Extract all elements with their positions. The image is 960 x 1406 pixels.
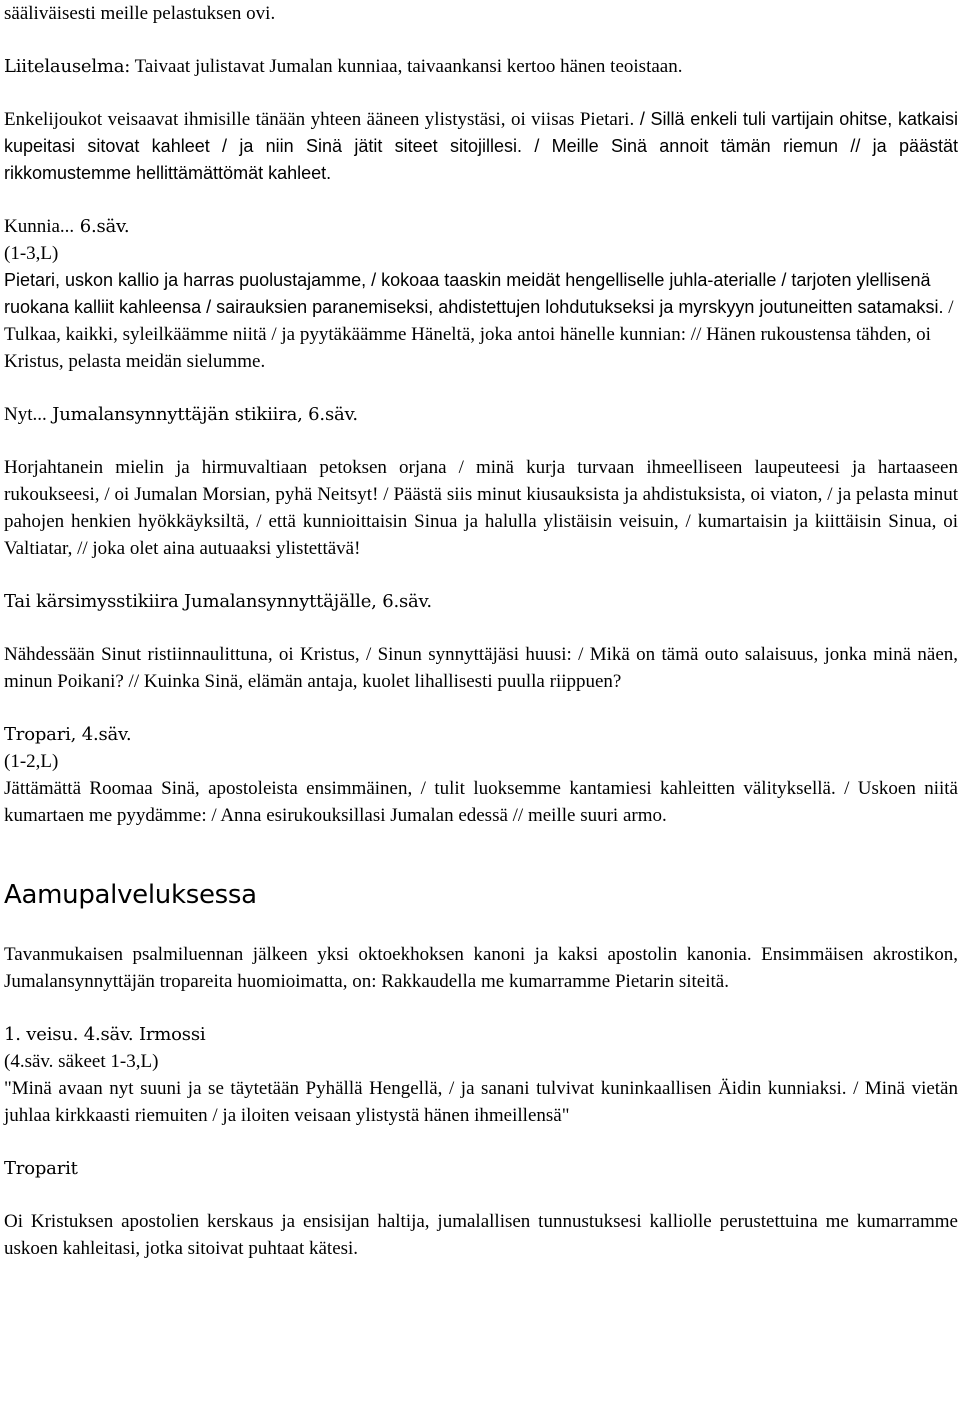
paragraph-tavanmukaisen xyxy=(4,941,958,995)
heading-troparit: Troparit xyxy=(4,1158,78,1179)
text-serif: Enkelijoukot veisaavat ihmisille tänään yhteen ääneen ylistystäsi, oi viisas Pietari. xyxy=(4,109,635,130)
text: Oi Kristuksen apostolien kerskaus ja ensisijan haltija, jumalallisen tunnustuksesi kalliolle perustettuina me kumarramme uskoen kahleitasi, jotka sitoivat puhtaat kätesi. xyxy=(4,1211,958,1259)
paragraph-oi-kristuksen xyxy=(4,1208,958,1262)
kunnia-tone: 6.säv. xyxy=(74,216,130,237)
heading-tai-karsimysstikiira: Tai kärsimysstikiira Jumalansynnyttäjälle, 6.säv. xyxy=(4,591,432,612)
heading-tropari: Tropari, 4.säv. (1-2,L) xyxy=(4,724,132,772)
section-title: Aamupalveluksessa xyxy=(4,880,257,910)
text-sans: Pietari, uskon kallio ja harras puolustajamme, / kokoaa taaskin meidät hengelliselle juhla-aterialle / tarjoten ylellisenä ruokana kalliit kahleensa / sairauksien paranemiseksi, ahdistettujen lohdutukseksi ja myrskyyn joutuneitten satamaksi. xyxy=(4,270,944,317)
paragraph-nahdessaan xyxy=(4,641,958,695)
paragraph-mina-avaan xyxy=(4,1075,958,1129)
paragraph-liitelauselma xyxy=(4,53,958,80)
paragraph-continuation xyxy=(4,0,958,27)
tropari-melody: (1-2,L) xyxy=(4,751,59,772)
paragraph-horjahtanein xyxy=(4,454,958,562)
heading-liitelauselma: Liitelauselma: xyxy=(4,56,131,77)
text: Nähdessään Sinut ristiinnaulittuna, oi Kristus, / Sinun synnyttäjäsi huusi: / Mikä on tämä outo salaisuus, jonka minä näen, minun Poikani? // Kuinka Sinä, elämän antaja, kuolet lihallisesti puulla riippuen? xyxy=(4,644,958,692)
irmossi-melody: (4.säv. säkeet 1-3,L) xyxy=(4,1051,159,1072)
paragraph-nyt xyxy=(4,401,958,428)
document-page xyxy=(4,0,958,1262)
paragraph-jattamatta xyxy=(4,775,958,829)
kunnia-label: Kunnia... xyxy=(4,216,75,237)
paragraph-enkelijoukot xyxy=(4,106,958,187)
kunnia-melody: (1-3,L) xyxy=(4,243,59,264)
text-serif: / Tulkaa, kaikki, syleilkäämme niitä / ja pyytäkäämme Häneltä, joka antoi hänelle kunnian: // Hänen rukoustensa tähden, oi Kristus, pelasta meidän sielumme. xyxy=(4,297,954,372)
text: Taivaat julistavat Jumalan kunniaa, taivaankansi kertoo hänen teoistaan. xyxy=(130,56,683,77)
text: Tavanmukaisen psalmiluennan jälkeen yksi oktoekhoksen kanoni ja kaksi apostolin kanonia. Ensimmäisen akrostikon, Jumalansynnyttäjän tropareita huomioimatta, on: Rakkaudella me kumarramme Pietarin siteitä. xyxy=(4,944,958,992)
paragraph-kunnia xyxy=(4,213,958,375)
heading-stikiira: Jumalansynnyttäjän stikiira, 6.säv. xyxy=(46,404,358,425)
heading-irmossi: 1. veisu. 4.säv. Irmossi (4.säv. säkeet 1-3,L) xyxy=(4,1024,206,1072)
nyt-label: Nyt... xyxy=(4,404,47,425)
text: Horjahtanein mielin ja hirmuvaltiaan petoksen orjana / minä kurja turvaan ihmeelliseen laupeuteesi ja hartaaseen rukoukseesi, / oi Jumalan Morsian, pyhä Neitsyt! / Päästä siis minut kiusauksista ja ahdistuksista, oi viaton, / ja pelasta minut pahojen henkien hyökkäyksiltä, / että kunnioittaisin Sinua ja halulla ylistäisin veisuin, / kumartaisin ja kiittäisin Sinua, oi Valtiatar, // joka olet aina autuaaksi ylistettävä! xyxy=(4,457,958,559)
text-sans: / Sillä enkeli tuli vartijain ohitse, katkaisi kupeitasi sitovat kahleet / ja niin Sinä jätit siteet sitojillesi. / Meille Sinä annoit tämän riemun // ja päästät rikkomustemme hellittämättömät kahleet. xyxy=(4,109,958,183)
text: "Minä avaan nyt suuni ja se täytetään Pyhällä Hengellä, / ja sanani tulvivat kuninkaallisen Äidin kunniaksi. / Minä vietän juhlaa kirkkaasti riemuiten / ja iloiten veisaan ylistystä hänen ihmeillensä" xyxy=(4,1078,958,1126)
text: Jättämättä Roomaa Sinä, apostoleista ensimmäinen, / tulit luoksemme kantamiesi kahleitten välityksellä. / Uskoen niitä kumartaen me pyydämme: / Anna esirukouksillasi Jumalan edessä // meille suuri armo. xyxy=(4,778,958,826)
text: sääliväisesti meille pelastuksen ovi. xyxy=(4,3,276,24)
